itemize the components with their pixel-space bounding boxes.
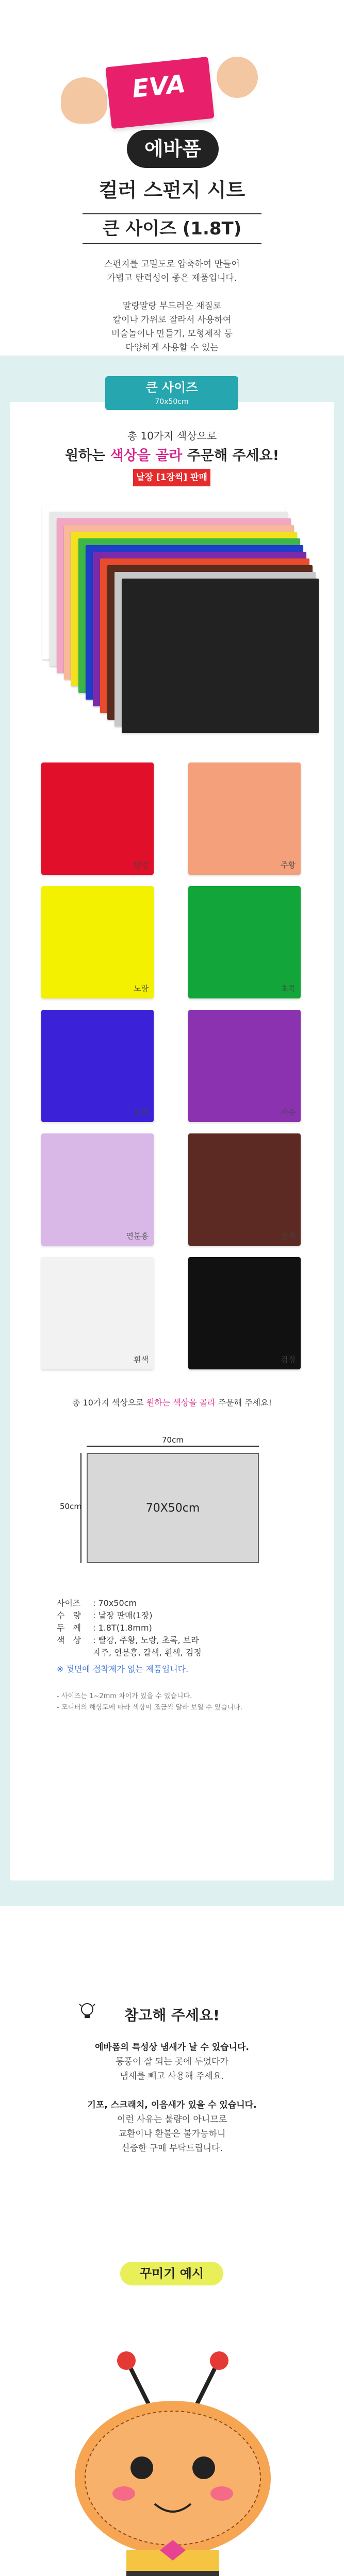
color-swatch-label: 초록: [281, 984, 296, 993]
color-swatch[interactable]: [188, 762, 301, 875]
desc-line: 미술놀이나 만들기, 모형제작 등: [111, 329, 233, 339]
spec-row: 자주, 연분홍, 갈색, 흰색, 검정: [93, 1648, 202, 1657]
eva-badge: EVA: [130, 69, 187, 104]
color-swatch-label: 자주: [281, 1108, 296, 1117]
size-label: 큰 사이즈 (1.8T): [83, 213, 261, 244]
sheet-stack-image: [42, 500, 300, 742]
product-card: [10, 402, 334, 1880]
color-swatch[interactable]: [188, 886, 301, 998]
desc-line: 가볍고 탄력성이 좋은 제품입니다.: [107, 273, 237, 283]
hand-illustration: [217, 57, 258, 98]
notice-line: 이런 사유는 불량이 아니므로: [117, 2114, 227, 2125]
product-title: 에바폼: [127, 130, 219, 168]
notice-line: 교환이나 환불은 불가능하니: [118, 2129, 226, 2139]
decoration-examples: [0, 2329, 344, 2576]
width-line: [87, 1446, 259, 1447]
desc-line: 칼이나 가위로 잘라서 사용하여: [112, 315, 232, 325]
foam-sheet: [122, 579, 319, 733]
bee-craft-image: [0, 2329, 344, 2576]
header-section: [0, 0, 344, 361]
color-swatch[interactable]: [41, 1257, 154, 1369]
color-swatch[interactable]: [41, 1010, 154, 1122]
spec-row: 사이즈 : 70x50cm: [57, 1598, 137, 1608]
dimension-caption: 총 10가지 색상으로 원하는 색상을 골라 주문해 주세요!: [72, 1398, 272, 1408]
color-count-text: 총 10가지 색상으로: [127, 430, 217, 442]
spec-row: 색 상 : 빨강, 주황, 노랑, 초록, 보라: [57, 1635, 199, 1645]
ribbon-size: 70x50cm: [155, 398, 189, 406]
spec-row: 두 께 : 1.8T(1.8mm): [57, 1623, 152, 1633]
color-swatch-label: 노랑: [134, 984, 149, 993]
hand-illustration: [61, 77, 107, 124]
color-swatch-label: 보라: [134, 1108, 149, 1117]
dimension-center-label: 70X50cm: [145, 1502, 200, 1515]
notice-line: 에바폼의 특성상 냄새가 날 수 있습니다.: [95, 2042, 249, 2053]
desc-line: 스펀지를 고밀도로 압축하여 만들어: [104, 259, 240, 269]
desc-line: 다양하게 사용할 수 있는: [125, 343, 219, 353]
notice-body: [31, 2040, 313, 2156]
color-swatch-label: 주황: [281, 860, 296, 870]
notice-line: 냄새를 빼고 사용해 주세요.: [120, 2071, 224, 2081]
notice-title: 참고해 주세요!: [124, 2007, 220, 2024]
color-swatch[interactable]: [41, 762, 154, 875]
desc-line: 말랑말랑 부드러운 재질로: [122, 301, 222, 311]
notice-section: [0, 1947, 344, 2339]
spec-list: [57, 1597, 304, 1714]
product-subtitle: 컬러 스펀지 시트: [99, 179, 245, 201]
color-swatch-label: 흰색: [134, 1355, 149, 1364]
product-description: [31, 258, 313, 369]
color-swatch-label: 연분홍: [126, 1231, 149, 1241]
monitor-note: - 모니터의 해상도에 따라 색상이 조금씩 달라 보일 수 있습니다.: [57, 1704, 242, 1711]
notice-line: 통풍이 잘 되는 곳에 두었다가: [116, 2057, 228, 2067]
size-ribbon: [105, 376, 238, 410]
notice-line: 기포, 스크래치, 이음새가 있을 수 있습니다.: [87, 2100, 257, 2110]
color-swatch[interactable]: [188, 1010, 301, 1122]
choose-color-text: 원하는 색상을 골라 주문해 주세요!: [64, 448, 280, 464]
spec-row: 수 량 : 낱장 판매(1장): [57, 1611, 153, 1620]
notice-line: 신중한 구매 부탁드립니다.: [121, 2143, 223, 2154]
color-swatch[interactable]: [41, 886, 154, 998]
single-sheet-badge: 낱장 [1장씩] 판매: [133, 469, 210, 486]
color-swatch[interactable]: [188, 1257, 301, 1369]
color-swatch-label: 갈색: [281, 1231, 296, 1241]
width-label: 70cm: [162, 1435, 184, 1445]
color-swatch-label: 검정: [281, 1355, 296, 1364]
decoration-example-title: 꾸미기 예시: [120, 2262, 223, 2285]
size-note: - 사이즈는 1~2mm 차이가 있을 수 있습니다.: [57, 1692, 192, 1700]
no-adhesive-note: ※ 뒷면에 접착제가 없는 제품입니다.: [57, 1664, 189, 1674]
height-label: 50cm: [60, 1502, 81, 1511]
ribbon-title: 큰 사이즈: [145, 380, 198, 395]
color-swatch-label: 빨강: [134, 860, 149, 870]
color-swatch[interactable]: [188, 1133, 301, 1246]
color-swatch[interactable]: [41, 1133, 154, 1246]
product-panel: [0, 355, 344, 1906]
